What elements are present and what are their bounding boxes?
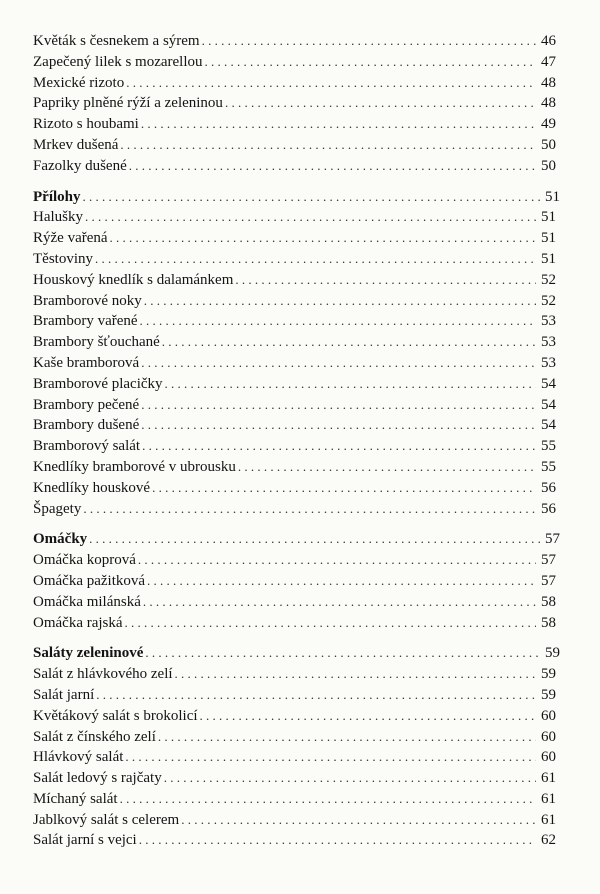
entry-title: Mexické rizoto xyxy=(33,74,125,91)
page-number: 60 xyxy=(541,728,556,745)
dot-leader xyxy=(125,747,536,768)
page-number: 53 xyxy=(541,313,556,330)
page-number: 54 xyxy=(541,396,556,413)
entry-title: Salát jarní xyxy=(33,686,95,703)
entry-title: Brambory dušené xyxy=(33,417,140,434)
toc-entry xyxy=(33,311,556,332)
dot-leader xyxy=(141,353,536,374)
page-number: 50 xyxy=(541,157,556,174)
toc-section xyxy=(33,529,560,633)
toc-entry xyxy=(33,415,556,436)
toc-entry xyxy=(33,613,556,634)
entry-title: Salát z hlávkového zelí xyxy=(33,666,173,683)
toc-section-heading xyxy=(33,643,560,664)
page-number: 51 xyxy=(541,230,556,247)
page-number: 57 xyxy=(541,552,556,569)
entry-title: Rýže vařená xyxy=(33,230,108,247)
entry-title: Špagety xyxy=(33,500,82,517)
dot-leader xyxy=(181,810,536,831)
dot-leader xyxy=(202,31,536,52)
toc-entry xyxy=(33,207,556,228)
dot-leader xyxy=(142,436,536,457)
toc-entry xyxy=(33,114,556,135)
entry-title: Omáčka pažitková xyxy=(33,572,146,589)
dot-leader xyxy=(235,270,536,291)
toc-entry xyxy=(33,291,556,312)
page-number: 61 xyxy=(541,790,556,807)
dot-leader xyxy=(138,550,536,571)
toc-entry xyxy=(33,93,556,114)
entry-title: Rizoto s houbami xyxy=(33,116,139,133)
entry-title: Omáčka milánská xyxy=(33,593,141,610)
toc-entry xyxy=(33,353,556,374)
page-number: 50 xyxy=(541,136,556,153)
toc-entry xyxy=(33,830,556,851)
entry-title: Salát jarní s vejci xyxy=(33,832,137,849)
dot-leader xyxy=(152,478,536,499)
dot-leader xyxy=(126,73,536,94)
entry-title: Halušky xyxy=(33,209,83,226)
toc-section-heading xyxy=(33,187,560,208)
dot-leader xyxy=(96,685,536,706)
page-number: 47 xyxy=(541,53,556,70)
dot-leader xyxy=(125,613,536,634)
toc-entry xyxy=(33,571,556,592)
page-number: 58 xyxy=(541,614,556,631)
dot-leader xyxy=(83,187,541,208)
entry-title: Kaše bramborová xyxy=(33,354,140,371)
page-number: 56 xyxy=(541,479,556,496)
toc-entry xyxy=(33,135,556,156)
toc-section xyxy=(33,187,560,520)
page-number: 48 xyxy=(541,74,556,91)
dot-leader xyxy=(238,457,536,478)
page-number: 59 xyxy=(541,686,556,703)
page-number: 61 xyxy=(541,770,556,787)
page-number: 54 xyxy=(541,375,556,392)
toc-entry xyxy=(33,664,556,685)
toc-entry xyxy=(33,457,556,478)
dot-leader xyxy=(85,207,536,228)
page-number: 55 xyxy=(541,458,556,475)
entry-title: Květák s česnekem a sýrem xyxy=(33,33,200,49)
page-number: 54 xyxy=(541,417,556,434)
page-number: 55 xyxy=(541,438,556,455)
entry-title: Knedlíky bramborové v ubrousku xyxy=(33,458,236,475)
entry-title: Brambory vařené xyxy=(33,313,138,330)
toc-entry xyxy=(33,73,556,94)
page-number: 51 xyxy=(541,250,556,267)
dot-leader xyxy=(110,228,536,249)
entry-title: Jablkový salát s celerem xyxy=(33,811,180,828)
dot-leader xyxy=(143,592,536,613)
page-number: 51 xyxy=(545,188,560,205)
page-number: 58 xyxy=(541,593,556,610)
entry-title: Papriky plněné rýží a zeleninou xyxy=(33,95,223,112)
dot-leader xyxy=(225,93,536,114)
toc-entry xyxy=(33,31,556,52)
toc-entry xyxy=(33,270,556,291)
dot-leader xyxy=(95,249,536,270)
entry-title: Fazolky dušené xyxy=(33,157,127,174)
dot-leader xyxy=(200,706,536,727)
dot-leader xyxy=(141,114,536,135)
page-number: 59 xyxy=(545,645,560,662)
dot-leader xyxy=(89,529,540,550)
toc-entry xyxy=(33,550,556,571)
toc-section xyxy=(33,643,560,851)
page-number: 52 xyxy=(541,271,556,288)
toc-entry xyxy=(33,249,556,270)
toc-entry xyxy=(33,156,556,177)
toc-entry xyxy=(33,228,556,249)
toc-entry xyxy=(33,810,556,831)
entry-title: Brambory pečené xyxy=(33,396,140,413)
toc-entry xyxy=(33,789,556,810)
section-title: Saláty zeleninové xyxy=(33,645,144,662)
entry-title: Salát z čínského zelí xyxy=(33,728,156,745)
toc-section xyxy=(33,31,556,177)
toc-entry xyxy=(33,727,556,748)
page-number: 53 xyxy=(541,334,556,351)
dot-leader xyxy=(141,415,536,436)
toc-section-heading xyxy=(33,529,560,550)
dot-leader xyxy=(145,643,540,664)
entry-title: Těstoviny xyxy=(33,250,93,267)
toc-entry xyxy=(33,706,556,727)
dot-leader xyxy=(129,156,536,177)
entry-title: Zapečený lilek s mozarellou xyxy=(33,53,203,70)
dot-leader xyxy=(120,135,536,156)
section-title: Přílohy xyxy=(33,188,81,205)
dot-leader xyxy=(120,789,536,810)
page-number: 46 xyxy=(541,33,556,49)
page-number: 59 xyxy=(541,666,556,683)
page-number: 48 xyxy=(541,95,556,112)
page-number: 60 xyxy=(541,749,556,766)
toc-entry xyxy=(33,374,556,395)
entry-title: Knedlíky houskové xyxy=(33,479,151,496)
entry-title: Bramborový salát xyxy=(33,438,141,455)
toc-entry xyxy=(33,768,556,789)
entry-title: Omáčka rajská xyxy=(33,614,123,631)
toc-entry xyxy=(33,499,556,520)
dot-leader xyxy=(165,374,536,395)
toc-entry xyxy=(33,592,556,613)
dot-leader xyxy=(164,768,536,789)
entry-title: Mrkev dušená xyxy=(33,136,119,153)
entry-title: Květákový salát s brokolicí xyxy=(33,707,198,724)
page-number: 60 xyxy=(541,707,556,724)
toc-entry xyxy=(33,395,556,416)
dot-leader xyxy=(140,311,536,332)
entry-title: Bramborové noky xyxy=(33,292,142,309)
dot-leader xyxy=(141,395,536,416)
page-number: 49 xyxy=(541,116,556,133)
page-number: 61 xyxy=(541,811,556,828)
dot-leader xyxy=(205,52,536,73)
toc-entry xyxy=(33,436,556,457)
dot-leader xyxy=(139,830,536,851)
page-number: 57 xyxy=(545,531,560,548)
toc-entry xyxy=(33,52,556,73)
table-of-contents xyxy=(33,31,560,851)
entry-title: Salát ledový s rajčaty xyxy=(33,770,162,787)
entry-title: Bramborové placičky xyxy=(33,375,163,392)
dot-leader xyxy=(162,332,536,353)
dot-leader xyxy=(158,727,536,748)
dot-leader xyxy=(144,291,536,312)
page-number: 51 xyxy=(541,209,556,226)
dot-leader xyxy=(175,664,536,685)
entry-title: Houskový knedlík s dalamánkem xyxy=(33,271,234,288)
entry-title: Míchaný salát xyxy=(33,790,118,807)
toc-entry xyxy=(33,685,556,706)
page-number: 52 xyxy=(541,292,556,309)
entry-title: Omáčka koprová xyxy=(33,552,136,569)
toc-entry xyxy=(33,747,556,768)
toc-entry xyxy=(33,332,556,353)
toc-entry xyxy=(33,478,556,499)
entry-title: Brambory šťouchané xyxy=(33,334,160,351)
page-number: 57 xyxy=(541,572,556,589)
page-number: 56 xyxy=(541,500,556,517)
entry-title: Hlávkový salát xyxy=(33,749,124,766)
page-number: 53 xyxy=(541,354,556,371)
dot-leader xyxy=(147,571,536,592)
section-title: Omáčky xyxy=(33,531,88,548)
dot-leader xyxy=(83,499,536,520)
page-number: 62 xyxy=(541,832,556,849)
